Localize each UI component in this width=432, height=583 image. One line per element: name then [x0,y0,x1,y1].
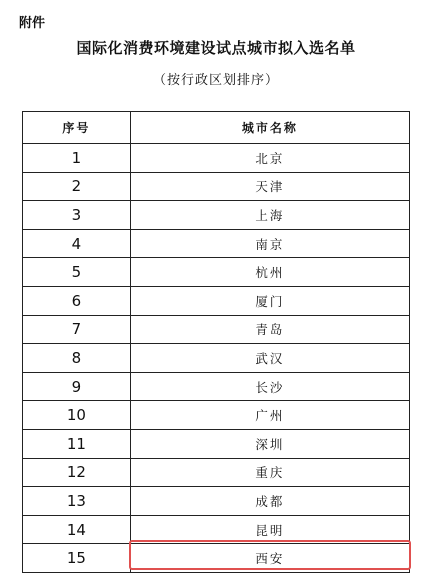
table-row [23,144,410,173]
table-row [23,544,410,573]
attachment-label: 附件 [19,16,46,31]
document-subtitle: （按行政区划排序） [152,73,279,88]
seq-cell: 4 [23,229,131,258]
city-name-cell: 成都 [130,487,409,516]
seq-cell: 9 [23,372,131,401]
city-name-cell: 西安 [130,544,409,573]
city-name-cell: 青岛 [130,315,409,344]
city-name-cell: 杭州 [130,258,409,287]
seq-cell: 7 [23,315,131,344]
table-row [23,429,410,458]
seq-cell: 8 [23,344,131,373]
header-seq: 序号 [23,112,131,144]
table-row [23,515,410,544]
seq-cell: 10 [23,401,131,430]
city-name-cell: 重庆 [130,458,409,487]
city-name-cell: 厦门 [130,286,409,315]
city-name-cell: 昆明 [130,515,409,544]
city-name-cell: 广州 [130,401,409,430]
seq-cell: 1 [23,144,131,173]
seq-cell: 15 [23,544,131,573]
table-row [23,315,410,344]
table-row [23,487,410,516]
table-body [23,144,410,573]
city-name-cell: 深圳 [130,429,409,458]
table-row [23,372,410,401]
table-row [23,201,410,230]
document-title: 国际化消费环境建设试点城市拟入选名单 [76,39,356,57]
table-row [23,172,410,201]
city-list-table [22,111,410,573]
city-name-cell: 天津 [130,172,409,201]
seq-cell: 2 [23,172,131,201]
header-city-name: 城市名称 [130,112,409,144]
table-row [23,229,410,258]
seq-cell: 13 [23,487,131,516]
seq-cell: 14 [23,515,131,544]
city-name-cell: 北京 [130,144,409,173]
seq-cell: 3 [23,201,131,230]
seq-cell: 5 [23,258,131,287]
city-name-cell: 长沙 [130,372,409,401]
table-header-row [23,112,410,144]
city-name-cell: 南京 [130,229,409,258]
table-row [23,458,410,487]
table-row [23,258,410,287]
table-row [23,286,410,315]
city-name-cell: 上海 [130,201,409,230]
city-name-cell: 武汉 [130,344,409,373]
seq-cell: 11 [23,429,131,458]
seq-cell: 6 [23,286,131,315]
table-row [23,401,410,430]
seq-cell: 12 [23,458,131,487]
table-row [23,344,410,373]
